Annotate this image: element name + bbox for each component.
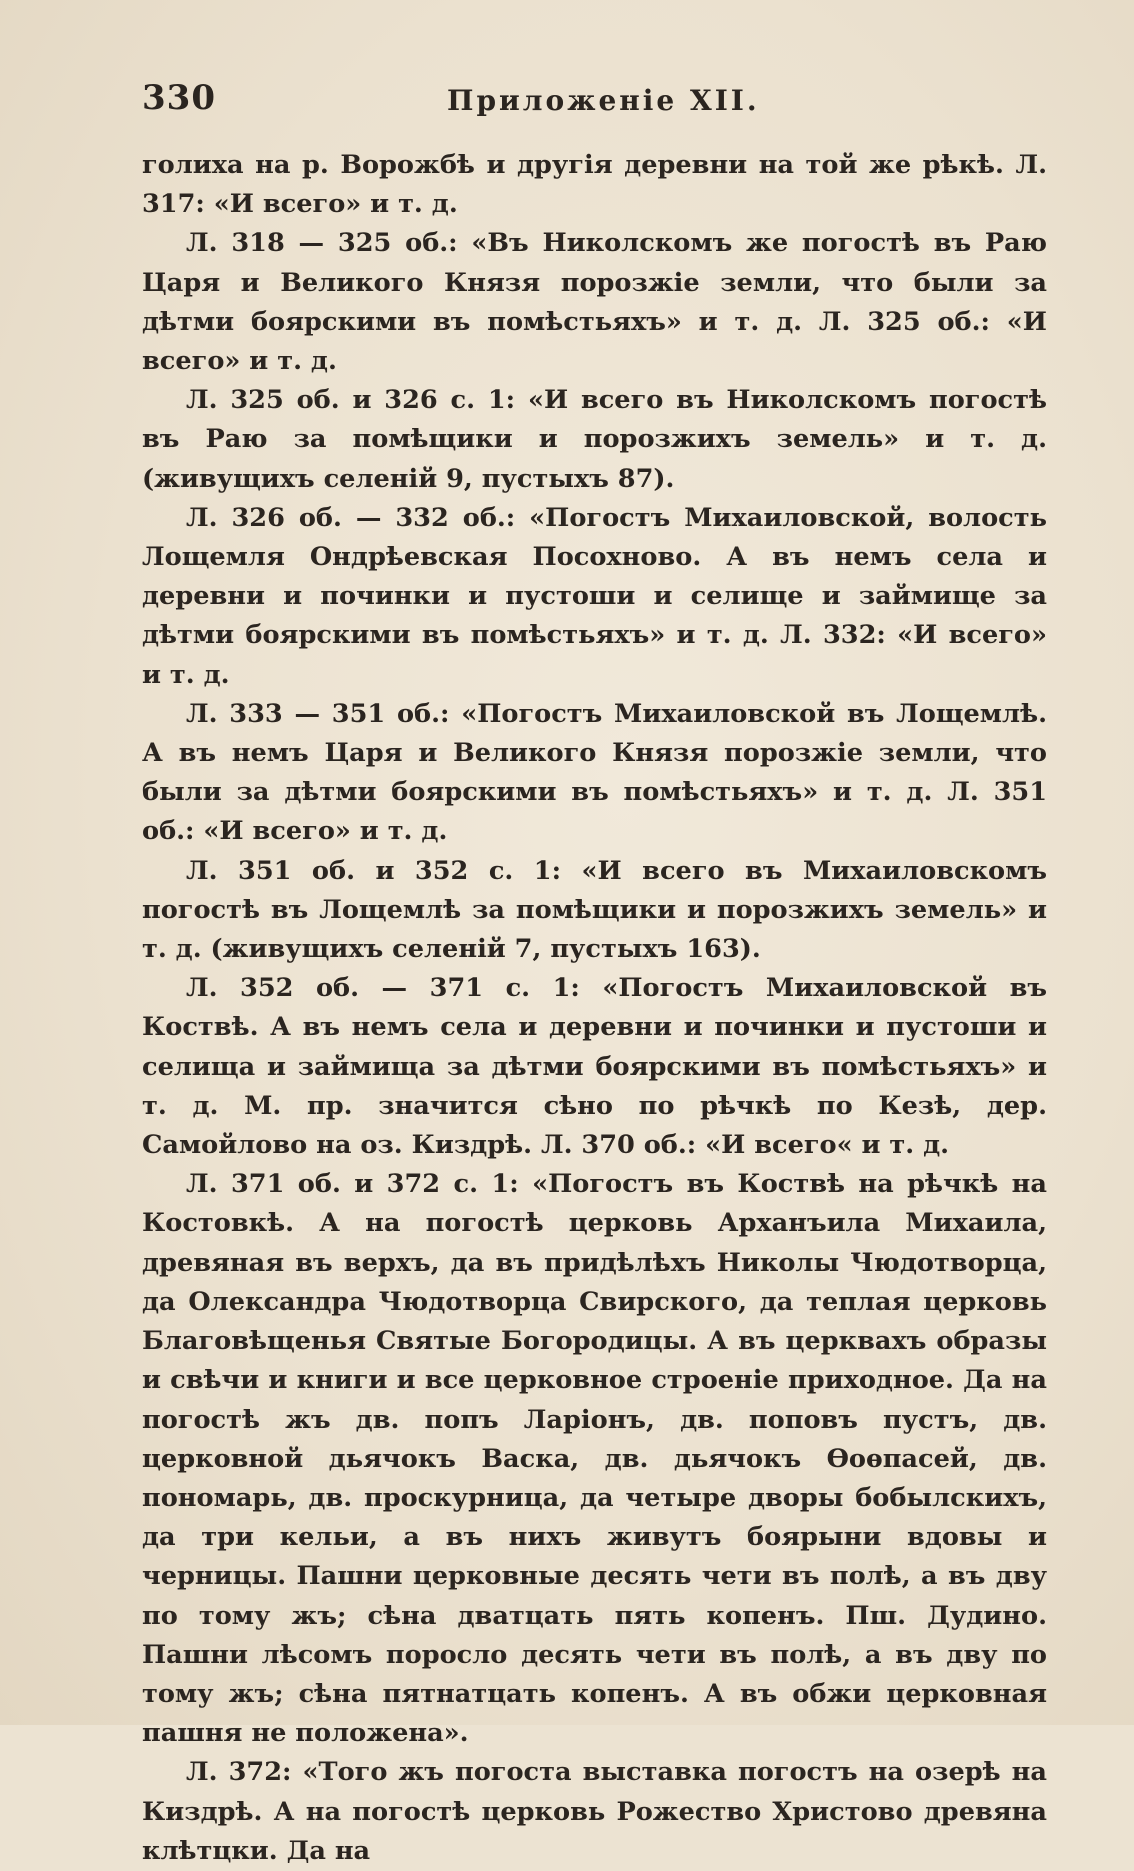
paragraph-3: Л. 325 об. и 326 с. 1: «И всего въ Николскомъ погостѣ въ Раю за помѣщики и порозжихъ земель» и т. д. (живущихъ селеній 9, пустыхъ 87). [142,385,1047,494]
paragraph-7: Л. 352 об. — 371 с. 1: «Погостъ Михаиловской въ Коствѣ. А въ немъ села и деревни и починки и пустоши и селища и займища за дѣтми боярскими въ помѣстьяхъ» и т. д. М. пр. значится сѣно по рѣчкѣ по Кезѣ, дер. Самойлово на оз. Киздрѣ. Л. 370 об.: «И всего« и т. д. [142,973,1047,1161]
paragraph-2: Л. 318 — 325 об.: «Въ Николскомъ же погостѣ въ Раю Царя и Великого Князя порозжіе земли, что были за дѣтми боярскими въ помѣстьяхъ» и т. д. Л. 325 об.: «И всего» и т. д. [142,228,1047,377]
paragraph-1: голиха на р. Ворожбѣ и другія деревни на той же рѣкѣ. Л. 317: «И всего» и т. д. [142,150,1047,220]
page-number: 330 [142,78,216,118]
page-header [142,78,1047,128]
paragraph-9: Л. 372: «Того жъ погоста выставка погостъ на озерѣ на Киздрѣ. А на погостѣ церковь Рожество Христово древяна клѣтцки. Да на [142,1757,1047,1866]
paragraph-5: Л. 333 — 351 об.: «Погостъ Михаиловской въ Лощемлѣ. А въ немъ Царя и Великого Князя порозжіе земли, что были за дѣтми боярскими въ помѣстьяхъ» и т. д. Л. 351 об.: «И всего» и т. д. [142,698,1047,847]
paragraph-4: Л. 326 об. — 332 об.: «Погостъ Михаиловской, волость Лощемля Ондрѣевская Посохново. А въ немъ села и деревни и починки и пустоши и селище и займище за дѣтми боярскими въ помѣстьяхъ» и т. д. Л. 332: «И всего» и т. д. [142,502,1047,690]
body-text [142,146,1047,1871]
running-title: Приложеніе XII. [447,84,760,117]
paragraph-8: Л. 371 об. и 372 с. 1: «Погостъ въ Коствѣ на рѣчкѣ на Костовкѣ. А на погостѣ церковь Арханъила Михаила, древяная въ верхъ, да въ придѣлѣхъ Николы Чюдотворца, да Олександра Чюдотворца Свирского, да теплая церковь Благовѣщенья Святые Богородицы. А въ церквахъ образы и свѣчи и книги и все церковное строеніе приходное. Да на погостѣ жъ дв. попъ Ларіонъ, дв. поповъ пустъ, дв. церковной дьячокъ Васка, дв. дьячокъ Ѳоѳпасей, дв. пономарь, дв. проскурница, да четыре дворы бобылскихъ, да три кельи, а въ нихъ живутъ боярыни вдовы и черницы. Пашни церковные десять чети въ полѣ, а въ дву по тому жъ; сѣна дватцать пять копенъ. Пш. Дудино. Пашни лѣсомъ поросло десять чети въ полѣ, а въ дву по тому жъ; сѣна пятнатцать копенъ. А въ обжи церковная пашня не положена». [142,1169,1047,1749]
paragraph-6: Л. 351 об. и 352 с. 1: «И всего въ Михаиловскомъ погостѣ въ Лощемлѣ за помѣщики и порозжихъ земель» и т. д. (живущихъ селеній 7, пустыхъ 163). [142,855,1047,965]
